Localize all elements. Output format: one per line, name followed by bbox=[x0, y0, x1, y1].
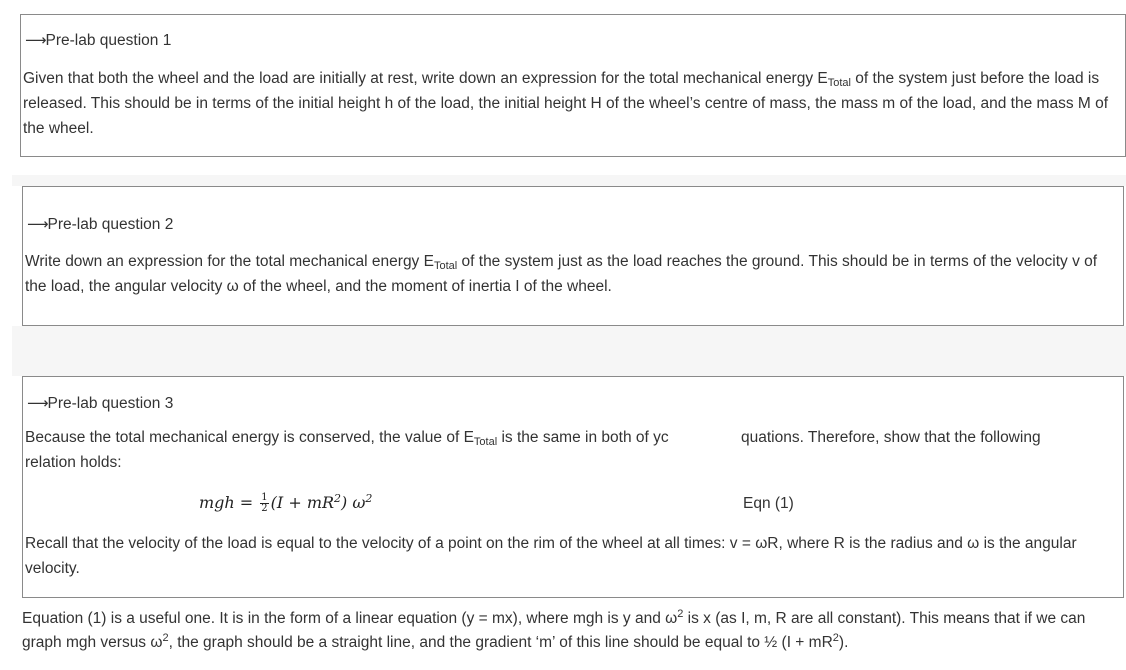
question-body-2: Write down an expression for the total mechanical energy $E_{Total}$ of the system just as the load reaches the ground. This should be in terms of the velocity v of the load, the angular velocity ω of the wheel, and the moment of inertia I of the wheel. bbox=[25, 253, 1098, 295]
right-arrow-icon: ⟶ bbox=[25, 32, 46, 49]
question-title-1[interactable]: ⟶Pre-lab question 1 bbox=[25, 32, 172, 49]
spacer bbox=[12, 366, 1126, 376]
question-body-3-recall: Recall that the velocity of the load is equal to the velocity of a point on the rim of the wheel at all times: v = ωR, where R is the radius and ω is the angular velocity. bbox=[25, 535, 1077, 577]
question-body-3-line1: Because the total mechanical energy is conserved, the value of $E_{Total}$ is the same in both of yc bbox=[25, 429, 669, 448]
spacer bbox=[12, 175, 1126, 186]
question-card-2 bbox=[22, 186, 1124, 326]
spacer bbox=[12, 326, 1126, 366]
question-body-3-line1-right: quations. Therefore, show that the following bbox=[741, 429, 1041, 446]
explanation-paragraph: Equation (1) is a useful one. It is in the form of a linear equation (y = mx), where mgh is y and $\omega^2$ is x (as I, m, R are all constant). This means that if we can graph mgh versus $\omega^2$, the graph should be a straight line, and the gradient ‘m’ of this line should be equal to ½ $(I + mR^2)$. bbox=[22, 608, 1086, 651]
question-body-1: Given that both the wheel and the load are initially at rest, write down an expression for the total mechanical energy $E_{Total}$ of the system just before the load is released. This should be in terms of the initial height h of the load, the initial height H of the wheel’s centre of mass, the mass m of the load, and the mass M of the wheel. bbox=[23, 70, 1109, 137]
question-title-3[interactable]: ⟶Pre-lab question 3 bbox=[27, 395, 174, 412]
spacer bbox=[0, 157, 1126, 175]
question-card-1 bbox=[20, 14, 1126, 157]
equation-label: Eqn (1) bbox=[743, 495, 794, 512]
question-card-3 bbox=[22, 376, 1124, 598]
equation-1: mgh = $\frac{1}{2}$ $(I + mR^2)$ $\omega^2$ bbox=[199, 492, 373, 514]
question-title-2[interactable]: ⟶Pre-lab question 2 bbox=[27, 216, 174, 233]
question-body-3-line2: relation holds: bbox=[25, 454, 122, 471]
right-arrow-icon: ⟶ bbox=[27, 395, 48, 412]
right-arrow-icon: ⟶ bbox=[27, 216, 48, 233]
fraction-half: $\frac{1}{2}$ bbox=[261, 492, 268, 514]
